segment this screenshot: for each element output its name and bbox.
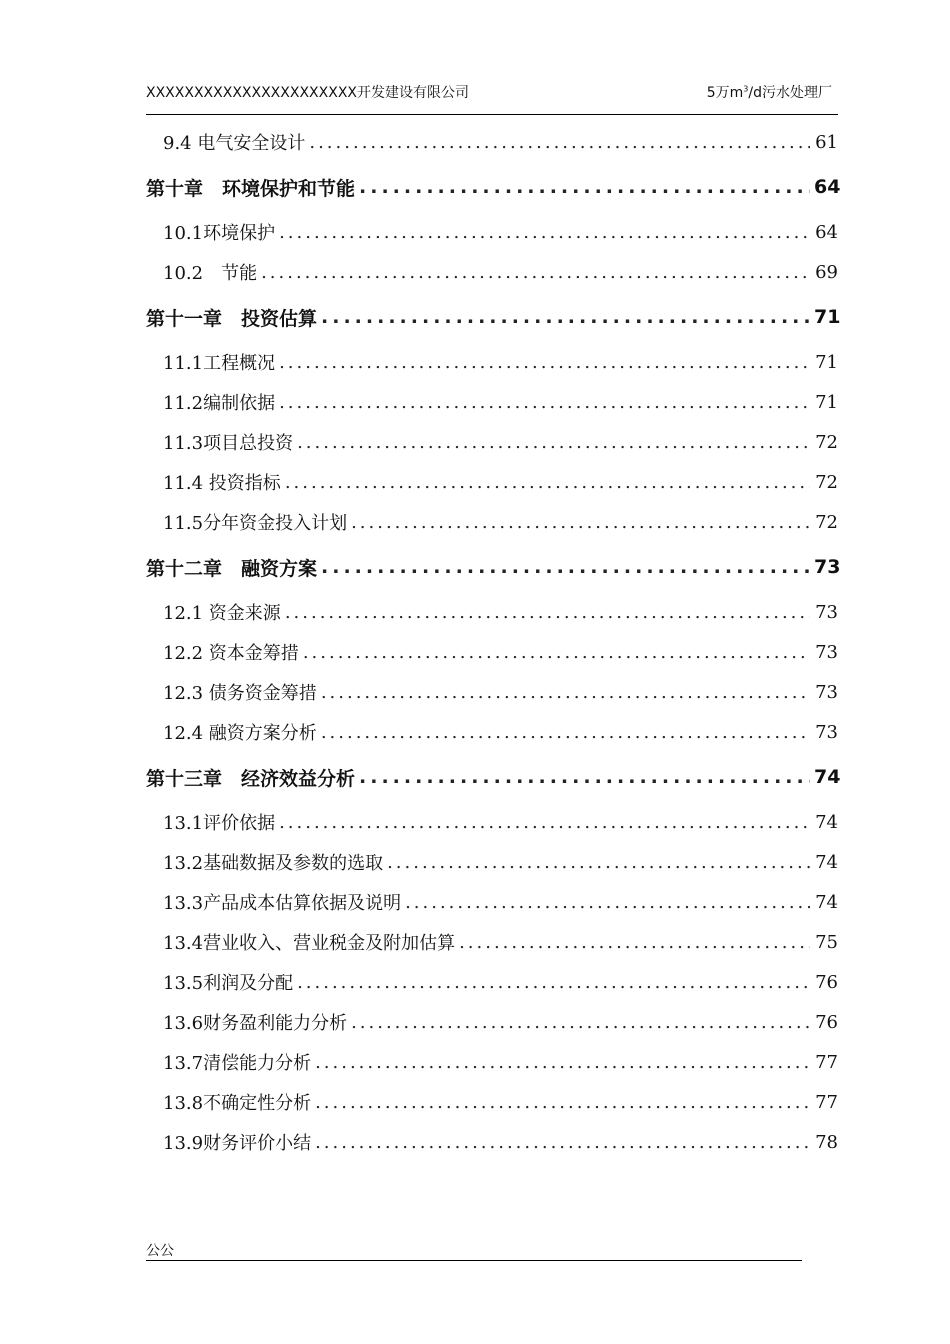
toc-dot-leader [405, 892, 810, 913]
toc-page-number: 73 [815, 601, 838, 623]
toc-dot-leader [279, 392, 810, 413]
header-project-suffix: /d污水处理厂 [748, 85, 832, 101]
toc-section-entry[interactable] [146, 122, 838, 162]
toc-entry-title: 13.9财务评价小结 [163, 1133, 312, 1154]
toc-entry-title: 12.2 资本金筹措 [163, 643, 299, 664]
toc-section-entry[interactable] [146, 632, 838, 672]
toc-entry-title: 13.6财务盈利能力分析 [163, 1013, 348, 1034]
toc-section-entry[interactable] [146, 422, 838, 462]
toc-page-number: 78 [815, 1131, 838, 1153]
toc-page-number: 73 [814, 556, 841, 578]
toc-entry-title: 11.5分年资金投入计划 [163, 513, 348, 534]
toc-entry-title: 第十一章 投资估算 [146, 307, 318, 330]
toc-page-number: 71 [815, 391, 838, 413]
toc-dot-leader [279, 812, 810, 833]
toc-dot-leader [359, 176, 810, 198]
toc-page-number: 74 [815, 811, 838, 833]
toc-dot-leader [321, 306, 810, 328]
toc-section-entry[interactable] [146, 922, 838, 962]
toc-page-number: 73 [815, 721, 838, 743]
toc-entry-title: 10.1环境保护 [163, 223, 276, 244]
toc-dot-leader [279, 222, 810, 243]
toc-entry-title: 13.7清偿能力分析 [163, 1053, 312, 1074]
toc-dot-leader [261, 262, 810, 283]
header-project-prefix: 5万m [706, 85, 744, 101]
toc-dot-leader [359, 766, 810, 788]
toc-page-number: 71 [814, 306, 841, 328]
toc-page-number: 61 [815, 131, 838, 153]
table-of-contents [146, 122, 841, 1162]
toc-section-entry[interactable] [146, 382, 838, 422]
toc-page-number: 74 [814, 766, 841, 788]
toc-section-entry[interactable] [146, 802, 838, 842]
toc-dot-leader [297, 432, 810, 453]
toc-entry-title: 第十三章 经济效益分析 [146, 767, 356, 790]
toc-page-number: 76 [815, 971, 838, 993]
toc-dot-leader [321, 682, 810, 703]
toc-section-entry[interactable] [146, 1042, 838, 1082]
toc-entry-title: 11.1工程概况 [163, 353, 276, 374]
toc-chapter-entry[interactable] [146, 542, 841, 592]
toc-page-number: 76 [815, 1011, 838, 1033]
header-project [707, 82, 832, 102]
toc-page-number: 64 [815, 221, 838, 243]
toc-page-number: 74 [815, 891, 838, 913]
toc-page-number: 72 [815, 511, 838, 533]
page-footer: 公公 [146, 1243, 174, 1259]
toc-entry-title: 11.4 投资指标 [163, 473, 281, 494]
toc-entry-title: 13.3产品成本估算依据及说明 [163, 893, 402, 914]
toc-dot-leader [351, 1012, 810, 1033]
toc-entry-title: 第十二章 融资方案 [146, 557, 318, 580]
toc-dot-leader [309, 132, 810, 153]
toc-section-entry[interactable] [146, 672, 838, 712]
toc-page-number: 64 [814, 176, 841, 198]
toc-section-entry[interactable] [146, 962, 838, 1002]
toc-section-entry[interactable] [146, 342, 838, 382]
toc-entry-title: 第十章 环境保护和节能 [146, 177, 356, 200]
toc-dot-leader [315, 1052, 810, 1073]
toc-dot-leader [321, 722, 810, 743]
toc-entry-title: 9.4 电气安全设计 [163, 133, 306, 154]
toc-page-number: 75 [815, 931, 838, 953]
toc-entry-title: 13.2基础数据及参数的选取 [163, 853, 384, 874]
toc-section-entry[interactable] [146, 1122, 838, 1162]
toc-section-entry[interactable] [146, 212, 838, 252]
toc-entry-title: 13.1评价依据 [163, 813, 276, 834]
toc-dot-leader [297, 972, 810, 993]
footer-rule [146, 1260, 802, 1261]
toc-dot-leader [387, 852, 810, 873]
toc-entry-title: 13.4营业收入、营业税金及附加估算 [163, 933, 456, 954]
toc-page-number: 73 [815, 681, 838, 703]
toc-page-number: 77 [815, 1091, 838, 1113]
toc-entry-title: 13.8不确定性分析 [163, 1093, 312, 1114]
page-header [146, 82, 838, 106]
toc-dot-leader [303, 642, 810, 663]
toc-dot-leader [351, 512, 810, 533]
toc-dot-leader [321, 556, 810, 578]
toc-page-number: 74 [815, 851, 838, 873]
toc-dot-leader [285, 602, 810, 623]
toc-section-entry[interactable] [146, 1002, 838, 1042]
toc-page-number: 72 [815, 431, 838, 453]
toc-entry-title: 12.4 融资方案分析 [163, 723, 317, 744]
toc-section-entry[interactable] [146, 712, 838, 752]
toc-section-entry[interactable] [146, 462, 838, 502]
toc-dot-leader [315, 1132, 810, 1153]
toc-entry-title: 11.2编制依据 [163, 393, 276, 414]
toc-dot-leader [279, 352, 810, 373]
toc-section-entry[interactable] [146, 592, 838, 632]
toc-dot-leader [315, 1092, 810, 1113]
header-rule [146, 114, 838, 115]
toc-section-entry[interactable] [146, 1082, 838, 1122]
toc-chapter-entry[interactable] [146, 292, 841, 342]
toc-page-number: 72 [815, 471, 838, 493]
toc-section-entry[interactable] [146, 842, 838, 882]
toc-entry-title: 12.1 资金来源 [163, 603, 281, 624]
toc-page-number: 69 [815, 261, 838, 283]
toc-dot-leader [285, 472, 810, 493]
toc-section-entry[interactable] [146, 502, 838, 542]
toc-dot-leader [459, 932, 810, 953]
toc-entry-title: 11.3项目总投资 [163, 433, 294, 454]
toc-entry-title: 13.5利润及分配 [163, 973, 294, 994]
header-company: XXXXXXXXXXXXXXXXXXXXXX开发建设有限公司 [146, 85, 469, 101]
toc-entry-title: 12.3 债务资金筹措 [163, 683, 317, 704]
toc-chapter-entry[interactable] [146, 162, 841, 212]
toc-section-entry[interactable] [146, 882, 838, 922]
toc-entry-title: 10.2 节能 [163, 263, 258, 284]
toc-chapter-entry[interactable] [146, 752, 841, 802]
toc-section-entry[interactable] [146, 252, 838, 292]
toc-page-number: 77 [815, 1051, 838, 1073]
header-project-superscript: 3 [743, 84, 749, 94]
toc-page-number: 73 [815, 641, 838, 663]
toc-page-number: 71 [815, 351, 838, 373]
